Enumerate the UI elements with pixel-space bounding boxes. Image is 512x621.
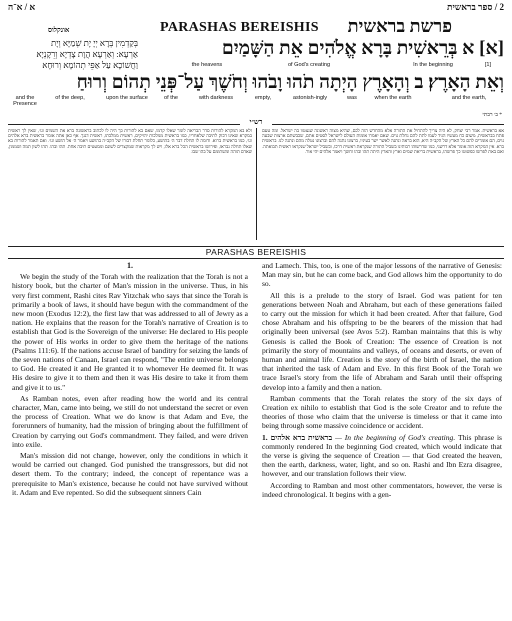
onkelos-text xyxy=(8,38,138,71)
gloss-word: when the earth xyxy=(374,95,412,101)
commentary-left-column xyxy=(12,261,248,618)
gloss-word: of the xyxy=(164,95,178,101)
divider xyxy=(8,258,504,259)
commentary-paragraph: and Lamech. This, too, is one of the major lessons of the narrative of Genesis: Man may sin, but he can come back, and God allows him the opportunity to do so. xyxy=(262,261,502,289)
gloss-word: and the earth, xyxy=(451,95,487,101)
commentary-paragraph: We begin the study of the Torah with the realization that the Torah is not a history book, but the charter of Man's mission in the universe. Thus, in his very first comment, Rashi cites Rav Yitzchak who says that since the Torah is primarily a book of laws, it should have begun with the commandment of the new moon (Exodus 12:2), the first law that was addressed to all of Jewry as a nation. He explains that the reason for the Torah's narrative of Creation is to establish that God is the Sovereign of the universe: He declared to His people the power of His works in order to give them the heritage of the nations (Psalms 111:6). If the nations accuse Israel of banditry for seizing the lands of the seven nations of Canaan, Israel can respond, "The entire universe belongs to God. He created it and He granted it to whomever He deemed fit. It was His desire to give it to them and then it was His desire to take it from them and give it to us." xyxy=(12,272,248,392)
verse-number: [א] xyxy=(479,38,504,59)
verse-reference: 1. בראשית ברא אלהים xyxy=(262,432,333,442)
verse-line-2-hebrew: וְאֵת הָאָרֶץ׃ ב וְהָאָרֶץ הָיְתָה תֹהוּ וָבֹהוּ וְחֹשֶׁךְ עַל־פְּנֵי תְהוֹם וְרוּחַ xyxy=(76,72,504,93)
commentary-paragraph: As Ramban notes, even after reading how the world and its central character, Man, came into being, we still do not understand the secret or even the process of Creation. What we do know is that Adam and Eve, the forerunners of humanity, had the mission of bringing about the fulfillment of Creation by carrying out God's commandment. They failed, and were driven into exile. xyxy=(12,393,248,449)
gloss-word: [1] xyxy=(484,62,492,68)
gloss-word: and the Presence xyxy=(13,95,37,107)
rashi-heading: רש״י xyxy=(240,118,272,126)
parasha-title-hebrew: פרשת בראשית xyxy=(347,16,452,36)
gloss-word: the heavens xyxy=(191,62,223,68)
rashi-column-right: אא בראשית. אמר רבי יצחק, לא היה צריך להתחיל את התורה אלא מהחדש הזה לכם, שהיא מצוה ראשונה שנצטוו בה ישראל. ומה טעם פתח בבראשית, משום כח מעשיו הגיד לעמו לתת להם נחלת גוים. שאם יאמרו אומות העולם לישראל לסטים אתם, שכבשתם ארצות שבעה גוים, הם אומרים להם כל הארץ של הקב״ה היא, הוא בראה ונתנה לאשר ישר בעיניו, ברצונו נתנה להם וברצונו נטלה מהם ונתנה לנו. בראשית ברא. אין המקרא הזה אומר אלא דרשני, כמו שדרשוהו רבותינו בשביל התורה שנקראת ראשית דרכו, ובשביל ישראל שנקראו ראשית תבואתה. ואם באת לפרשו כפשוטו כך פרשהו, בראשית בריאת שמים וארץ והארץ היתה תהו ובהו וחשך ויאמר אלהים יהי אור. xyxy=(262,128,504,154)
onkelos-line: אַרְעָא: וְאַרְעָא הֲוָת צָדְיָא וְרֵקָנְיָא xyxy=(36,49,138,59)
verse-line-1-gloss xyxy=(180,62,504,70)
gloss-word: of the deep, xyxy=(55,95,85,101)
verse-text: א בְּרֵאשִׁית בָּרָא אֱלֹהִים אֵת הַשָּׁמַיִם xyxy=(221,38,475,59)
gloss-word: was xyxy=(347,95,357,101)
page-number-right: א / א־ה xyxy=(8,2,36,12)
gloss-word: of God's creating xyxy=(287,62,331,68)
verse-line-2-gloss xyxy=(8,95,504,111)
onkelos-line: בְּקַדְמִין בְּרָא יְיָ יָת שְׁמַיָּא וְיָת xyxy=(51,38,138,48)
gloss-word: empty, xyxy=(254,95,272,101)
commentary-paragraph: Man's mission did not change, however, only the conditions in which it would be carried out changed. God punished the transgressors, but did not desert them. To the contrary; indeed, the concept of repentance was a prerequisite to Man's existence, because he could not have survived without it. Adam and Eve repented. So did the subsequent sinners Cain xyxy=(12,451,248,497)
commentary-text: This phrase is commonly rendered In the beginning God created, which would indicate that the verse is giving the sequence of Creation — that God created the heaven, then the earth, darkness, water, light, and so on. Rashi and Ibn Ezra disagree, however, and our translation follows their view. xyxy=(262,432,502,479)
verse-reference-gloss: — In the beginning of God's creating. xyxy=(332,432,456,442)
gloss-word: upon the surface xyxy=(106,95,148,101)
commentary-right-column xyxy=(262,261,502,618)
commentary-verse-paragraph xyxy=(262,433,502,479)
gloss-word: astonish-ingly xyxy=(292,95,328,101)
onkelos-label: אונקלוס xyxy=(48,26,70,34)
commentary-paragraph: Ramban comments that the Torah relates the story of the six days of Creation ex nihilo to establish that God is the sole Creator and to refute the theories of those who claim that the universe is timeless or that it came into being through some massive coincidence or accident. xyxy=(262,393,502,431)
onkelos-line: וַחֲשׁוֹכָא עַל אַפֵּי תְהוֹמָא וְרוּחָא xyxy=(42,60,138,70)
gloss-word: with darkness xyxy=(198,95,234,101)
commentary-paragraph: According to Ramban and most other commentators, however, the verse is indeed chronological. It begins with a gen- xyxy=(262,480,502,499)
parasha-title-english: PARASHAS BEREISHIS xyxy=(160,20,319,35)
verse-footnote: * ב׳ רבתי xyxy=(482,112,502,118)
section-title: PARASHAS BEREISHIS xyxy=(205,247,307,257)
column-divider xyxy=(256,128,257,240)
commentary-paragraph: All this is a prelude to the story of Israel. God was patient for ten generations between Noah and Abraham, but each of these generations failed to carry out the mission for which it had been created. After that failure, God chose Abraham and his offspring to be the bearers of the mission that had originally been universal (see Avos 5:2). Ramban maintains that this is why Genesis is called the Book of Creation: The essence of Creation is not primarily the story of mountains and valleys, of oceans and deserts, or even of human and animal life. Creation is the story of the birth of Israel, the nation that inherited the task of Adam and Eve. In this first Book of the Torah we trace Israel's story from the life of Abraham and Sarah until their offspring develop into a family and then a nation. xyxy=(262,290,502,392)
page-number-left: 2 / ספר בראשית xyxy=(447,2,504,12)
verse-line-1-hebrew xyxy=(164,38,504,60)
gloss-word: In the beginning xyxy=(413,62,453,68)
commentary-heading: 1. xyxy=(127,261,133,270)
rashi-column-left: ולא בא המקרא להורות סדר הבריאה לומר שאלו קדמו, שאם בא להורות כך היה לו לכתוב בראשונה ברא את השמים וגו׳, שאין לך ראשית במקרא שאינו דבוק לתיבה שלאחריו, כמו בראשית ממלכות יהויקים, ראשית ממלכתו, ראשית דגנך. אף כאן אתה אומר בראשית ברא אלהים וגו׳, כמו בראשית ברוא. ודומה לו תחלת דבר ה׳ בהושע, כלומר תחלת דבורו של הקב״ה בהושע ויאמר ה׳ אל הושע וגו׳. ואם תאמר להורות בא שאלו תחלה נבראו, ופירושו בראשית הכל ברא אלו, ויש לך מקראות שמקצרים לשונם וממעטים תיבה אחת. תהו ובהו. תהו לשון תמה ושממון, שאדם תוהה ומשתומם על בהו שבו. xyxy=(8,128,252,154)
